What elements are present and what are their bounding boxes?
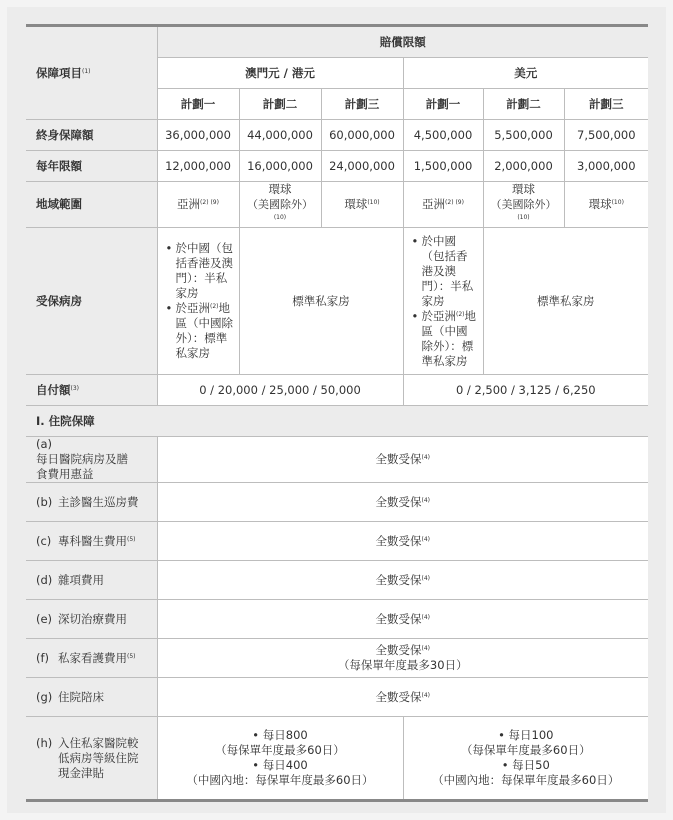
deductible-usd: 0 / 2,500 / 3,125 / 6,250: [403, 375, 648, 406]
full-cover-cell: 全數受保$^{(4)}$ （每保單年度最多30日）: [157, 639, 648, 678]
value-cell: 44,000,000: [239, 120, 321, 151]
value-cell: 5,500,000: [483, 120, 564, 151]
room-cell: [403, 228, 483, 375]
region-cell: 環球$^{(10)}$: [564, 182, 648, 228]
table-row: [26, 522, 648, 561]
compensation-limit-header: 賠償限額: [157, 26, 648, 58]
row-label: (c) 專科醫生費用$^{(5)}$: [26, 522, 157, 561]
region-cell: 環球 （美國除外）$^{(10)}$: [483, 182, 564, 228]
table-row: [26, 228, 648, 375]
table-row: [26, 483, 648, 522]
value-cell: 4,500,000: [403, 120, 483, 151]
table-row: [26, 600, 648, 639]
full-cover-cell: 全數受保$^{(4)}$: [157, 522, 648, 561]
row-label: 終身保障額: [26, 120, 157, 151]
region-cell: 亞洲$^{(2) (9)}$: [157, 182, 239, 228]
full-cover-cell: 全數受保$^{(4)}$: [157, 600, 648, 639]
value-cell: 7,500,000: [564, 120, 648, 151]
full-cover-cell: 全數受保$^{(4)}$: [157, 437, 648, 483]
row-label: (g) 住院陪床: [26, 678, 157, 717]
value-cell: 36,000,000: [157, 120, 239, 151]
row-label: (h) 入住私家醫院較低病房等級住院現金津貼: [26, 717, 157, 801]
plan-header: 計劃二: [483, 89, 564, 120]
table-row: [26, 678, 648, 717]
row-label: 每年限額: [26, 151, 157, 182]
nursing-limit: （每保單年度最多30日）: [337, 658, 468, 672]
value-cell: 2,000,000: [483, 151, 564, 182]
table-row: [26, 406, 648, 437]
cash-allowance-hkd: • 每日800 （每保單年度最多60日） • 每日400 （中國內地：每保單年度最多60日）: [157, 717, 403, 801]
room-asia-item: • 於亞洲$^{(2)}$地區（中國除外）：標準私家房: [176, 301, 235, 361]
table-row: [26, 182, 648, 228]
room-asia-item: • 於亞洲$^{(2)}$地區（中國除外）：標準私家房: [422, 309, 479, 369]
row-label: 受保病房: [26, 228, 157, 375]
table-row: [26, 375, 648, 406]
row-label: (b) 主診醫生巡房費: [26, 483, 157, 522]
value-cell: 1,500,000: [403, 151, 483, 182]
table-row: [26, 717, 648, 801]
region-cell: 環球$^{(10)}$: [321, 182, 403, 228]
value-cell: 60,000,000: [321, 120, 403, 151]
table-row: [26, 561, 648, 600]
plan-header: 計劃二: [239, 89, 321, 120]
benefit-table: [26, 24, 648, 802]
plan-header: 計劃三: [321, 89, 403, 120]
value-cell: 16,000,000: [239, 151, 321, 182]
room-china-item: • 於中國（包括香港及澳門）：半私家房: [422, 234, 479, 309]
row-label: 地域範圍: [26, 182, 157, 228]
table-row: [26, 120, 648, 151]
value-cell: 3,000,000: [564, 151, 648, 182]
currency-usd-header: 美元: [403, 58, 648, 89]
section-title: I. 住院保障: [26, 406, 157, 437]
row-label: 自付額$^{(3)}$: [26, 375, 157, 406]
row-label: (d) 雜項費用: [26, 561, 157, 600]
region-cell: 環球 （美國除外）$^{(10)}$: [239, 182, 321, 228]
table-row: [26, 639, 648, 678]
row-label: (e) 深切治療費用: [26, 600, 157, 639]
plan-header: 計劃三: [564, 89, 648, 120]
cash-allowance-usd: • 每日100 （每保單年度最多60日） • 每日50 （中國內地：每保單年度最多60日）: [403, 717, 648, 801]
room-cell: 標準私家房: [483, 228, 648, 375]
value-cell: 12,000,000: [157, 151, 239, 182]
plan-header: 計劃一: [157, 89, 239, 120]
full-cover-cell: 全數受保$^{(4)}$: [157, 483, 648, 522]
room-cell: 標準私家房: [239, 228, 403, 375]
value-cell: 24,000,000: [321, 151, 403, 182]
table-row: [26, 437, 648, 483]
benefit-item-header: 保障項目$^{(1)}$: [26, 26, 157, 120]
room-china-item: • 於中國（包括香港及澳門）：半私家房: [176, 241, 235, 301]
plan-header: 計劃一: [403, 89, 483, 120]
room-cell: [157, 228, 239, 375]
full-cover-cell: 全數受保$^{(4)}$: [157, 678, 648, 717]
deductible-hkd: 0 / 20,000 / 25,000 / 50,000: [157, 375, 403, 406]
full-cover-cell: 全數受保$^{(4)}$: [157, 561, 648, 600]
row-label: (f) 私家看護費用$^{(5)}$: [26, 639, 157, 678]
row-label: (a)每日醫院病房及膳食費用惠益: [26, 437, 157, 483]
currency-hkd-header: 澳門元 / 港元: [157, 58, 403, 89]
table-row: [26, 151, 648, 182]
region-cell: 亞洲$^{(2) (9)}$: [403, 182, 483, 228]
